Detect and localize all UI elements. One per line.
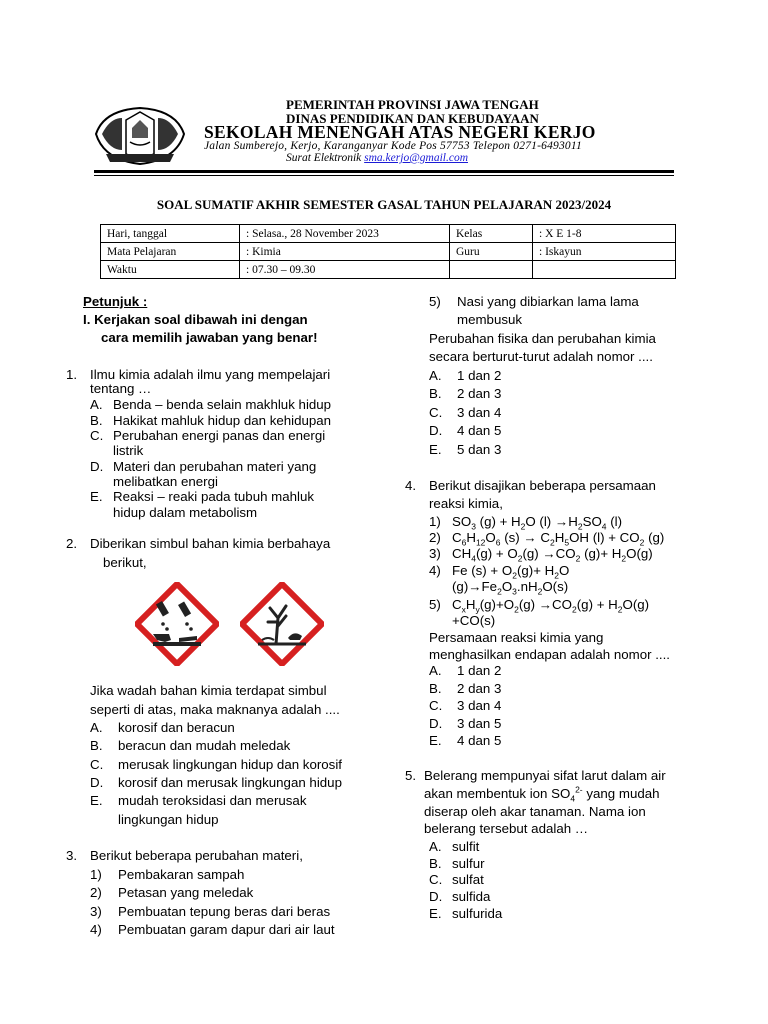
question-text: seperti di atas, maka maknanya adalah .... bbox=[90, 702, 340, 717]
question-number: 2. bbox=[66, 536, 78, 551]
question-text: berikut, bbox=[103, 555, 147, 570]
question-text: akan membentuk ion $SO_4^{2-}$ yang mudah bbox=[424, 784, 660, 804]
list-item: Pembuatan tepung beras dari beras bbox=[118, 904, 331, 919]
question-number: 1. bbox=[66, 367, 78, 382]
environment-hazard-icon bbox=[240, 582, 324, 666]
option-a[interactable]: sulfit bbox=[452, 839, 480, 854]
option-a[interactable]: korosif dan beracun bbox=[118, 720, 235, 735]
corrosive-hazard-icon bbox=[135, 582, 219, 666]
instructions-line1: I. Kerjakan soal dibawah ini dengan bbox=[83, 312, 308, 327]
option-e-cont: lingkungan hidup bbox=[118, 812, 219, 827]
option-b[interactable]: beracun dan mudah meledak bbox=[118, 738, 291, 753]
table-row: Hari, tanggal : Selasa., 28 November 2023 Kelas : X E 1-8 bbox=[101, 225, 676, 243]
option-e[interactable]: Reaksi – reaki pada tubuh mahluk bbox=[113, 489, 315, 504]
exam-title: SOAL SUMATIF AKHIR SEMESTER GASAL TAHUN PELAJARAN 2023/2024 bbox=[156, 197, 612, 212]
question-text: reaksi kimia, bbox=[429, 496, 503, 511]
letterhead-line1: PEMERINTAH PROVINSI JAWA TENGAH bbox=[286, 97, 539, 112]
option-c[interactable]: Perubahan energi panas dan energi bbox=[113, 428, 326, 443]
question-text: Belerang mempunyai sifat larut dalam air bbox=[424, 768, 666, 783]
list-item: Pembuatan garam dapur dari air laut bbox=[118, 922, 335, 937]
reaction-equation-cont: $(g)\to Fe_2O_3.nH_2O(s)$ bbox=[452, 579, 569, 597]
option-e[interactable]: mudah teroksidasi dan merusak bbox=[118, 793, 307, 808]
option-e[interactable]: 4 dan 5 bbox=[457, 733, 502, 748]
question-text: belerang tersebut adalah … bbox=[424, 821, 589, 836]
province-logo bbox=[92, 104, 188, 168]
option-a[interactable]: 1 dan 2 bbox=[457, 663, 502, 678]
table-row: Mata Pelajaran : Kimia Guru : Iskayun bbox=[101, 243, 676, 261]
list-item: Petasan yang meledak bbox=[118, 885, 254, 900]
option-c[interactable]: merusak lingkungan hidup dan korosif bbox=[118, 757, 342, 772]
letterhead-rule-thick bbox=[94, 170, 674, 173]
list-item: Nasi yang dibiarkan lama lama bbox=[457, 294, 639, 309]
question-text: tentang … bbox=[90, 381, 152, 396]
question-text: Persamaan reaksi kimia yang bbox=[429, 630, 604, 645]
option-e[interactable]: sulfurida bbox=[452, 906, 503, 921]
option-b[interactable]: sulfur bbox=[452, 856, 485, 871]
option-e[interactable]: 5 dan 3 bbox=[457, 442, 502, 457]
list-item: Pembakaran sampah bbox=[118, 867, 245, 882]
option-c[interactable]: 3 dan 4 bbox=[457, 405, 502, 420]
option-c[interactable]: sulfat bbox=[452, 872, 484, 887]
school-address: Jalan Sumberejo, Kerjo, Karanganyar Kode Pos 57753 Telepon 0271-6493011 bbox=[204, 140, 582, 152]
option-b[interactable]: 2 dan 3 bbox=[457, 681, 502, 696]
question-text: diserap oleh akar tanaman. Nama ion bbox=[424, 804, 646, 819]
option-d-cont: melibatkan energi bbox=[113, 474, 218, 489]
question-text: Perubahan fisika dan perubahan kimia bbox=[429, 331, 656, 346]
question-text: Diberikan simbul bahan kimia berbahaya bbox=[90, 536, 331, 551]
option-d[interactable]: 3 dan 5 bbox=[457, 716, 502, 731]
letterhead-line2: DINAS PENDIDIKAN DAN KEBUDAYAAN bbox=[286, 111, 539, 126]
option-d[interactable]: korosif dan merusak lingkungan hidup bbox=[118, 775, 342, 790]
exam-page: PEMERINTAH PROVINSI JAWA TENGAH DINAS PENDIDIKAN DAN KEBUDAYAAN SEKOLAH MENENGAH ATAS NEGERI KERJO Jalan Sumberejo, Kerjo, Karanganyar Kode Pos 57753 Telepon 0271-6493011 Surat Elektronik sma.kerjo@gmail.com SOAL SUMATIF AKHIR SEMESTER GASAL TAHUN PELAJARAN 2023/2024 Hari, tanggal : Selasa., 28 November 2023 Kelas : X E 1-8 Mata Pelajaran : Kimia Guru : Iskayun Waktu : 07.30 – 09.30 Petunjuk : I. Kerjakan soal dibawah ini dengan cara memilih jawaban yang benar! 1. Ilmu kimia adalah ilmu yang mempelajari tentang … A. Benda – benda selain makhluk hidup B. Hakikat mahluk hidup dan kehidupan C. Perubahan energi panas dan energi listrik D. Materi dan perubahan materi yang melibatkan energi E. Reaksi – reaki pada tubuh mahluk hidup dalam metabolism 2. Diberikan simbul bahan kimia berbahaya berikut, Jika wadah bahan kimia terdapat simbul seperti di atas, maka maknanya adalah .... A. korosif dan beracun B. beracun dan mudah meledak C. merusak lingkungan hidup dan korosif D. korosif dan merusak lingkungan hidup E. mudah teroksidasi dan merusak lingkungan hidup 3. Berikut beberapa perubahan materi, 1) Pembakaran sampah 2) Petasan yang meledak 3) Pembuatan tepung beras dari beras 4) Pembuatan garam dapur dari air laut 5) Nasi yang dibiarkan lama lama membusuk Perubahan fisika dan perubahan kimia secara berturut-turut adalah nomor .... A. 1 dan 2 B. 2 dan 3 C. 3 dan 4 D. 4 dan 5 E. 5 dan 3 4. Berikut disajikan beberapa persamaan reaksi kimia, 1) $SO_3$ $(g) + H_2O$ $(l) \to H_2SO_4$ (l) 2) $C_6H_{12}O_6$ $(s) \to C_2H_5OH$ $(l) + CO_2$ (g) 3) $CH_4(g) + O_2(g) \to CO_2$ $(g)+ H_2O(g)$ 4) Fe $(s) + O_2(g)+ H_2O$ $(g)\to Fe_2O_3.nH_2O(s)$ 5) $C_xH_y(g)+O_2(g) \to CO_2(g) + H_2O(g)$ +CO(s) Persamaan reaksi kimia yang menghasilkan endapan adalah nomor .... A. 1 dan 2 B. 2 dan 3 C. 3 dan 4 D. 3 dan 5 E. 4 dan 5 5. Belerang mempunyai sifat larut dalam air akan membentuk ion $SO_4^{2-}$ yang mudah diserap oleh akar tanaman. Nama ion belerang tersebut adalah … A. sulfit B. sulfur C. sulfat D. sulfida E. sulfurida bbox=[0, 0, 768, 1024]
option-b[interactable]: 2 dan 3 bbox=[457, 386, 502, 401]
option-c-cont: listrik bbox=[113, 443, 144, 458]
option-b[interactable]: Hakikat mahluk hidup dan kehidupan bbox=[113, 413, 332, 428]
school-email-link[interactable]: sma.kerjo@gmail.com bbox=[364, 152, 468, 164]
question-text: Berikut disajikan beberapa persamaan bbox=[429, 478, 656, 493]
option-a[interactable]: 1 dan 2 bbox=[457, 368, 502, 383]
reaction-equation: Fe $(s) + O_2(g)+ H_2O$ bbox=[452, 563, 570, 581]
letterhead-rule-thin bbox=[94, 175, 674, 176]
option-d[interactable]: Materi dan perubahan materi yang bbox=[113, 459, 317, 474]
question-number: 5. bbox=[405, 768, 417, 783]
option-a[interactable]: Benda – benda selain makhluk hidup bbox=[113, 397, 332, 412]
exam-info-table bbox=[100, 224, 676, 279]
question-number: 4. bbox=[405, 478, 417, 493]
list-item-cont: membusuk bbox=[457, 312, 523, 327]
option-e-cont: hidup dalam metabolism bbox=[113, 505, 258, 520]
reaction-equation: $SO_3$ $(g) + H_2O$ $(l) \to H_2SO_4$ (l) bbox=[452, 514, 623, 532]
question-text: menghasilkan endapan adalah nomor .... bbox=[429, 647, 670, 662]
question-text: Ilmu kimia adalah ilmu yang mempelajari bbox=[90, 367, 331, 382]
option-d[interactable]: 4 dan 5 bbox=[457, 423, 502, 438]
reaction-equation: $CH_4(g) + O_2(g) \to CO_2$ $(g)+ H_2O(g)$ bbox=[452, 546, 653, 564]
reaction-equation: $C_6H_{12}O_6$ $(s) \to C_2H_5OH$ $(l) + CO_2$ (g) bbox=[452, 530, 665, 548]
reaction-equation: $C_xH_y(g)+O_2(g) \to CO_2(g) + H_2O(g)$ bbox=[452, 597, 650, 615]
question-text: Jika wadah bahan kimia terdapat simbul bbox=[90, 683, 327, 698]
question-text: secara berturut-turut adalah nomor .... bbox=[429, 349, 653, 364]
question-number: 3. bbox=[66, 848, 78, 863]
option-d[interactable]: sulfida bbox=[452, 889, 491, 904]
instructions-label: Petunjuk : bbox=[83, 294, 148, 309]
school-email-line: Surat Elektronik sma.kerjo@gmail.com bbox=[286, 152, 468, 164]
school-name: SEKOLAH MENENGAH ATAS NEGERI KERJO bbox=[204, 122, 596, 142]
question-text: Berikut beberapa perubahan materi, bbox=[90, 848, 303, 863]
option-c[interactable]: 3 dan 4 bbox=[457, 698, 502, 713]
instructions-line2: cara memilih jawaban yang benar! bbox=[101, 330, 318, 345]
table-row: Waktu : 07.30 – 09.30 bbox=[101, 261, 676, 279]
reaction-equation-cont: +CO(s) bbox=[452, 613, 496, 628]
